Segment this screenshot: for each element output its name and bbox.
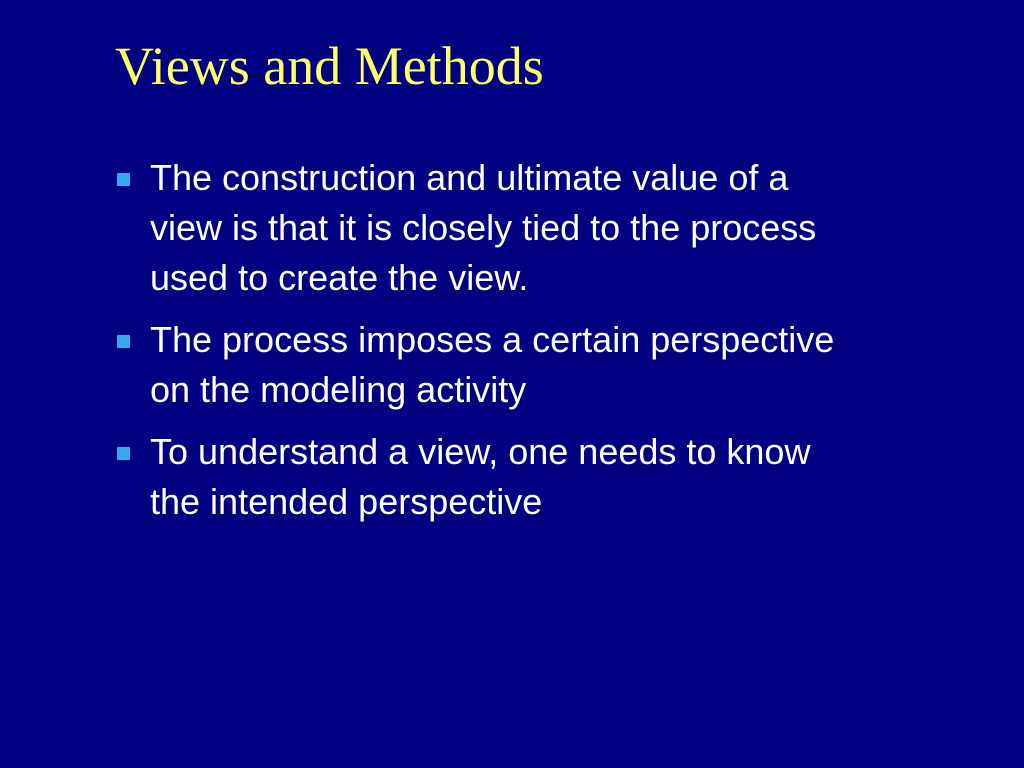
- bullet-line: view is that it is closely tied to the process: [150, 207, 817, 248]
- bullet-line: on the modeling activity: [150, 369, 527, 410]
- bullet-list: [115, 153, 995, 539]
- square-bullet-icon: [117, 335, 130, 348]
- square-bullet-icon: [117, 447, 130, 460]
- bullet-line: To understand a view, one needs to know: [150, 431, 811, 472]
- slide-title: Views and Methods: [115, 36, 544, 96]
- bullet-item: [115, 427, 995, 527]
- bullet-line: used to create the view.: [150, 257, 529, 298]
- bullet-line: the intended perspective: [150, 481, 543, 522]
- bullet-text: [150, 427, 970, 527]
- bullet-line: The construction and ultimate value of a: [150, 157, 789, 198]
- bullet-item: [115, 315, 995, 415]
- bullet-text: [150, 315, 970, 415]
- bullet-text: [150, 153, 970, 303]
- bullet-item: [115, 153, 995, 303]
- square-bullet-icon: [117, 173, 130, 186]
- bullet-line: The process imposes a certain perspective: [150, 319, 835, 360]
